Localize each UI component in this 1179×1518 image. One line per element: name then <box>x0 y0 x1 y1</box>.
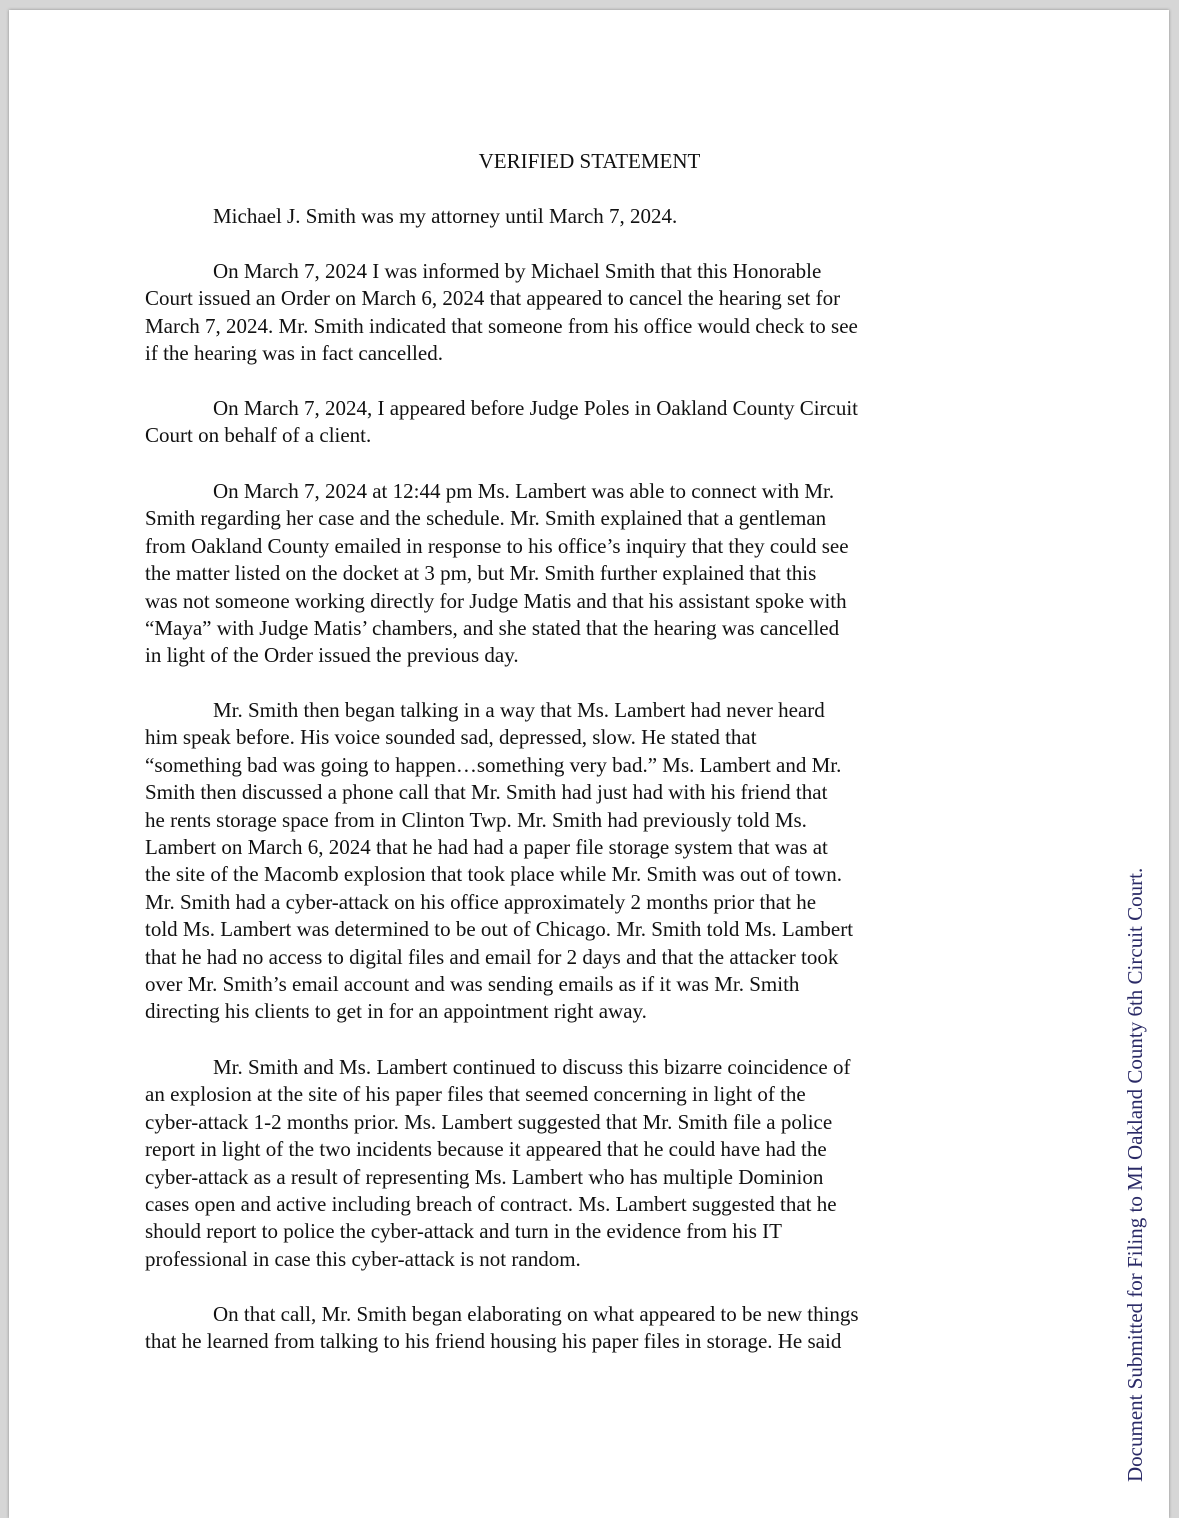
paragraph-1 <box>145 203 1037 230</box>
paragraph-line: Lambert on March 6, 2024 that he had had a paper file storage system that was at <box>145 835 828 860</box>
paragraph-line: professional in case this cyber-attack is not random. <box>145 1246 581 1271</box>
paragraph-5 <box>145 697 1037 1026</box>
paragraph-line: Michael J. Smith was my attorney until March 7, 2024. <box>213 204 678 228</box>
paragraph-6 <box>145 1054 1037 1273</box>
paragraph-7 <box>145 1301 1037 1356</box>
paragraph-line: directing his clients to get in for an appointment right away. <box>145 999 647 1024</box>
paragraph-line: Mr. Smith then began talking in a way that Ms. Lambert had never heard <box>213 698 825 722</box>
paragraph-line: Court on behalf of a client. <box>145 423 372 448</box>
paragraph-line: was not someone working directly for Judge Matis and that his assistant spoke with <box>145 588 847 613</box>
paragraph-line: Smith then discussed a phone call that Mr. Smith had just had with his friend that <box>145 780 828 805</box>
paragraph-line: that he had no access to digital files and email for 2 days and that the attacker took <box>145 944 839 969</box>
paragraph-line: should report to police the cyber-attack and turn in the evidence from his IT <box>145 1219 782 1244</box>
paragraph-2 <box>145 258 1037 368</box>
paragraph-line: in light of the Order issued the previous day. <box>145 643 519 668</box>
paragraph-4 <box>145 478 1037 670</box>
document-title: VERIFIED STATEMENT <box>478 149 701 173</box>
paragraph-line: cyber-attack 1-2 months prior. Ms. Lambert suggested that Mr. Smith file a police <box>145 1109 833 1134</box>
paragraph-3 <box>145 395 1037 450</box>
paragraph-line: cyber-attack as a result of representing Ms. Lambert who has multiple Dominion <box>145 1164 824 1189</box>
paragraph-line: Mr. Smith and Ms. Lambert continued to discuss this bizarre coincidence of <box>213 1055 851 1079</box>
paragraph-line: On March 7, 2024 at 12:44 pm Ms. Lambert was able to connect with Mr. <box>213 479 835 503</box>
paragraph-line: “something bad was going to happen…something very bad.” Ms. Lambert and Mr. <box>145 752 842 777</box>
paragraph-line: the site of the Macomb explosion that took place while Mr. Smith was out of town. <box>145 862 842 887</box>
paragraph-line: report in light of the two incidents because it appeared that he could have had the <box>145 1137 827 1162</box>
paragraph-line: On March 7, 2024 I was informed by Michael Smith that this Honorable <box>213 259 822 283</box>
paragraph-line: over Mr. Smith’s email account and was sending emails as if it was Mr. Smith <box>145 972 800 997</box>
paragraph-line: cases open and active including breach of contract. Ms. Lambert suggested that he <box>145 1192 837 1217</box>
paragraph-line: March 7, 2024. Mr. Smith indicated that someone from his office would check to see <box>145 313 858 338</box>
paragraph-line: from Oakland County emailed in response to his office’s inquiry that they could see <box>145 533 849 558</box>
paragraph-line: Court issued an Order on March 6, 2024 that appeared to cancel the hearing set for <box>145 286 841 311</box>
filing-watermark: Document Submitted for Filing to MI Oakland County 6th Circuit Court. <box>1123 867 1147 1482</box>
paragraph-line: an explosion at the site of his paper files that seemed concerning in light of the <box>145 1082 806 1107</box>
paragraph-line: On that call, Mr. Smith began elaborating on what appeared to be new things <box>213 1302 859 1326</box>
paragraph-line: the matter listed on the docket at 3 pm, but Mr. Smith further explained that this <box>145 561 817 586</box>
paragraph-line: Smith regarding her case and the schedule. Mr. Smith explained that a gentleman <box>145 506 827 531</box>
paragraph-line: if the hearing was in fact cancelled. <box>145 341 443 366</box>
paragraph-line: On March 7, 2024, I appeared before Judge Poles in Oakland County Circuit <box>213 396 859 420</box>
paragraph-line: Mr. Smith had a cyber-attack on his office approximately 2 months prior that he <box>145 889 817 914</box>
paragraph-line: “Maya” with Judge Matis’ chambers, and she stated that the hearing was cancelled <box>145 616 840 641</box>
paragraph-line: that he learned from talking to his friend housing his paper files in storage. He said <box>145 1329 842 1354</box>
paragraph-line: him speak before. His voice sounded sad, depressed, slow. He stated that <box>145 725 757 750</box>
paragraph-line: told Ms. Lambert was determined to be out of Chicago. Mr. Smith told Ms. Lambert <box>145 917 854 942</box>
paragraph-line: he rents storage space from in Clinton Twp. Mr. Smith had previously told Ms. <box>145 807 807 832</box>
